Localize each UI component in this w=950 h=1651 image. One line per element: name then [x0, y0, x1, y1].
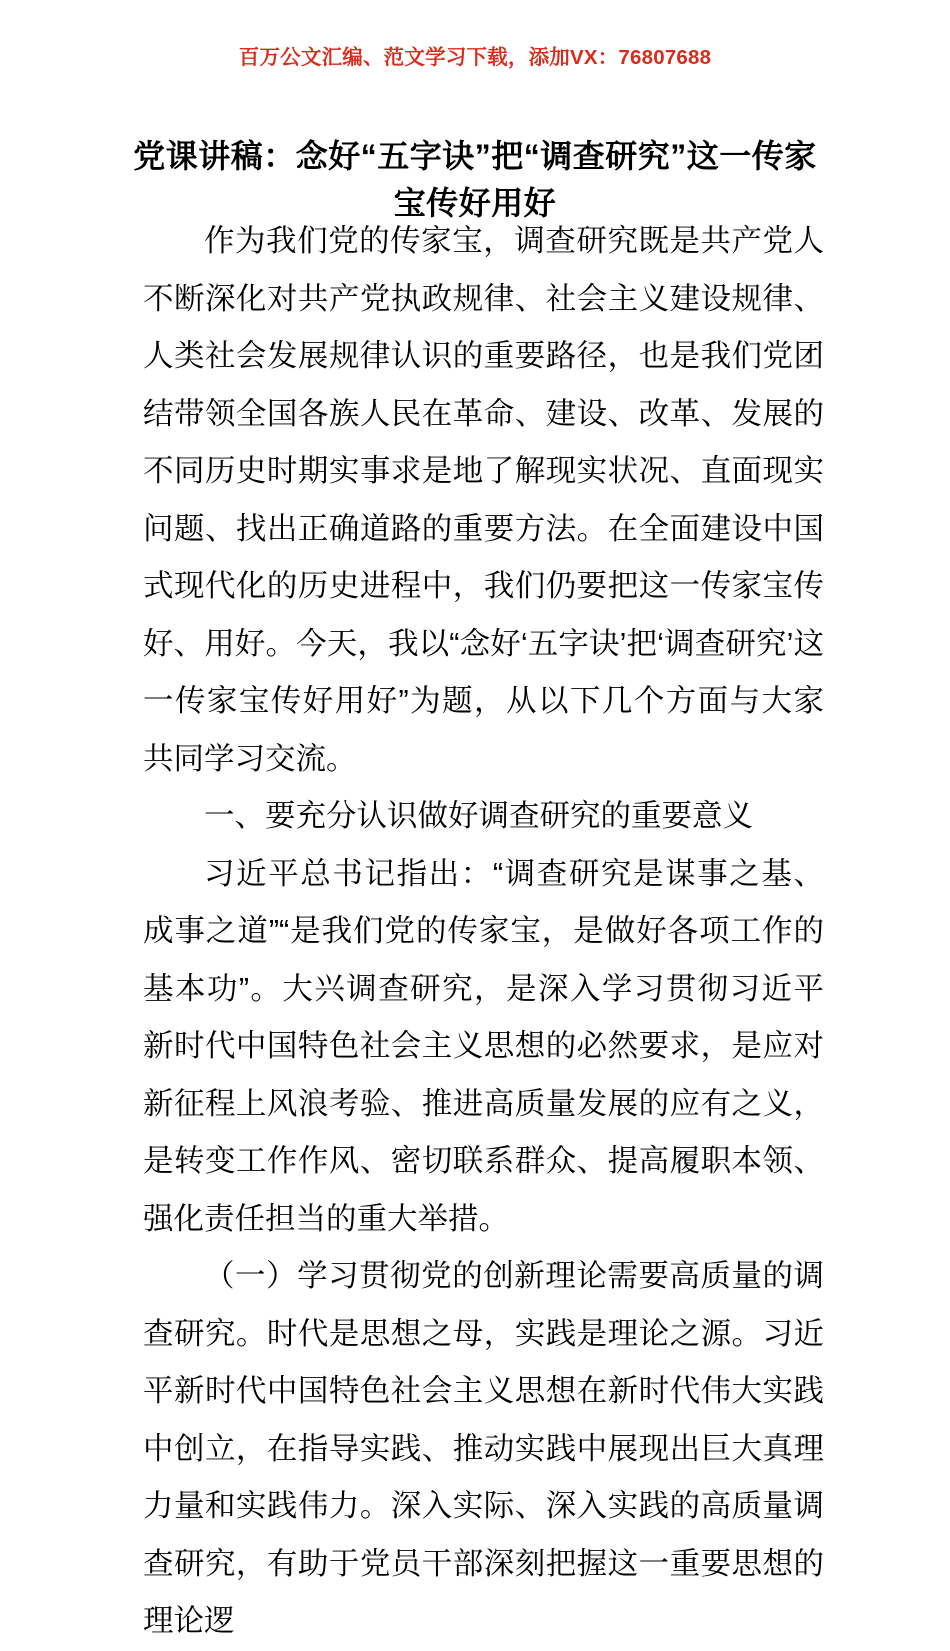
quote-paragraph: 习近平总书记指出：“调查研究是谋事之基、成事之道”“是我们党的传家宝，是做好各项工作的基本功”。大兴调查研究，是深入学习贯彻习近平新时代中国特色社会主义思想的必然要求，是应对新征程上风浪考验、推进高质量发展的应有之义，是转变工作作风、密切联系群众、提高履职本领、强化责任担当的重大举措。: [143, 856, 824, 1236]
section-heading-1: 一、要充分认识做好调查研究的重要意义: [204, 799, 753, 833]
document-body: [143, 213, 824, 1651]
promo-banner: [0, 46, 950, 71]
opening-paragraph: 作为我们党的传家宝，调查研究既是共产党人不断深化对共产党执政规律、社会主义建设规律、人类社会发展规律认识的重要路径，也是我们党团结带领全国各族人民在革命、建设、改革、发展的不同历史时期实事求是地了解现实状况、直面现实问题、找出正确道路的重要方法。在全面建设中国式现代化的历史进程中，我们仍要把这一传家宝传好、用好。今天，我以“念好‘五字诀’把‘调查研究’这一传家宝传好用好”为题，从以下几个方面与大家共同学习交流。: [143, 224, 824, 776]
subsection-paragraph-1: （一）学习贯彻党的创新理论需要高质量的调查研究。时代是思想之母，实践是理论之源。习近平新时代中国特色社会主义思想在新时代伟大实践中创立，在指导实践、推动实践中展现出巨大真理力量和实践伟力。深入实际、深入实践的高质量调查研究，有助于党员干部深刻把握这一重要思想的理论逻: [143, 1259, 824, 1638]
promo-banner-text: 百万公文汇编、范文学习下载，添加VX：76807688: [238, 46, 712, 69]
page-title: 党课讲稿：念好“五字诀”把“调查研究”这一传家宝传好用好: [133, 138, 817, 222]
